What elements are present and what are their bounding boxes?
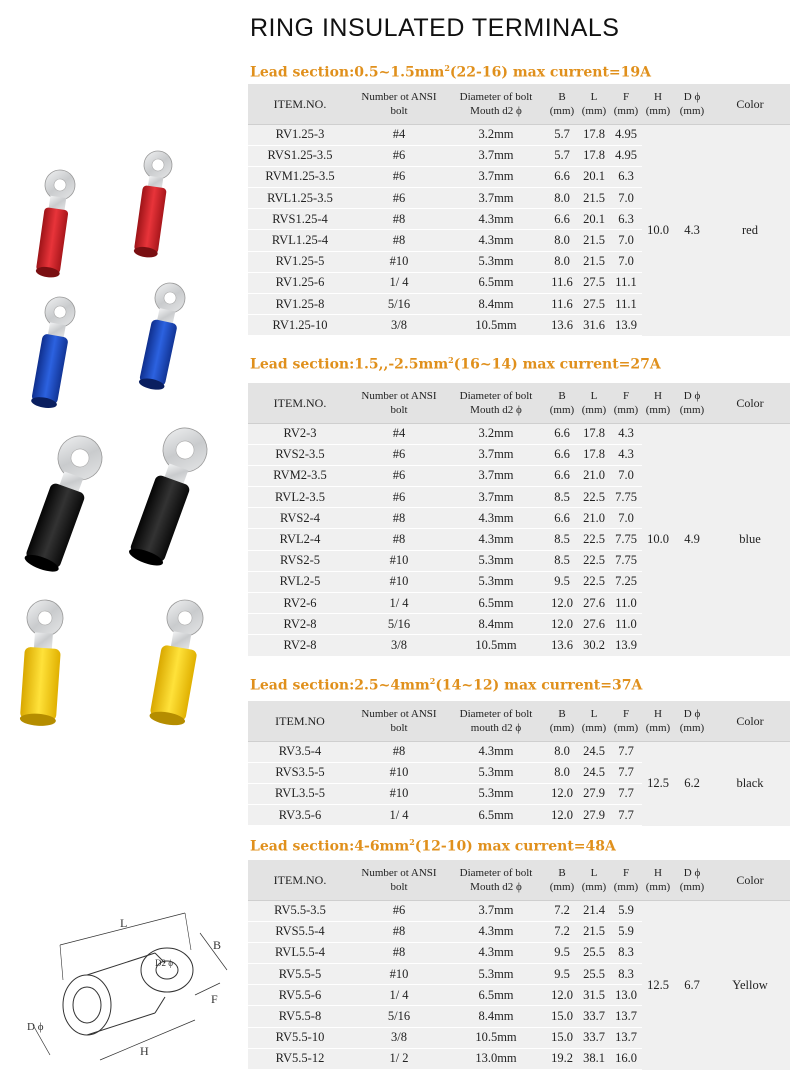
cell-l-value: 31.6 [578,315,610,336]
cell-l-value: 27.9 [578,805,610,826]
cell-l-value: 31.5 [578,985,610,1006]
header-d-phi: D ϕ (mm) [674,701,710,741]
cell-f-value: 4.95 [610,145,642,166]
cell-l-value: 27.5 [578,272,610,293]
cell-f-value: 7.75 [610,529,642,550]
dimension-diagram [5,905,240,1075]
cell-b-value: 15.0 [546,1027,578,1048]
spec-table-4 [248,860,790,1070]
diagram-label-f: F [211,992,218,1006]
cell-ansi-bolt: #10 [352,550,446,571]
cell-f-value: 7.25 [610,571,642,592]
header-f: F (mm) [610,860,642,900]
header-color: Color [710,701,790,741]
cell-item-no: RVS1.25-4 [248,209,352,230]
cell-b-value: 13.6 [546,635,578,656]
cell-ansi-bolt: #10 [352,762,446,783]
cell-bolt-diameter: 3.7mm [446,188,546,209]
cell-bolt-diameter: 5.3mm [446,251,546,272]
cell-item-no: RVL2-5 [248,571,352,592]
cell-bolt-diameter: 4.3mm [446,529,546,550]
header-ansi-bolt: Number ot ANSI bolt [352,84,446,124]
header-bolt-diameter: Diameter of bolt Mouth d2 ϕ [446,383,546,423]
cell-f-value: 8.3 [610,942,642,963]
cell-item-no: RVL1.25-4 [248,230,352,251]
cell-bolt-diameter: 4.3mm [446,741,546,762]
cell-item-no: RVL2-4 [248,529,352,550]
section-heading-4: Lead $section:4-6mm^2(12-10)$ max current=48A [250,837,616,855]
cell-l-value: 27.6 [578,614,610,635]
cell-ansi-bolt: 1/ 4 [352,593,446,614]
cell-l-value: 33.7 [578,1027,610,1048]
cell-bolt-diameter: 4.3mm [446,508,546,529]
section-heading-2: Lead $section:1.5,,-2.5mm^2(16\sim 14)$ max current=27A [250,355,661,373]
cell-b-value: 9.5 [546,942,578,963]
header-h: H (mm) [642,860,674,900]
spec-table-2 [248,383,790,657]
cell-item-no: RV2-8 [248,635,352,656]
cell-b-value: 8.5 [546,550,578,571]
cell-item-no: RV5.5-10 [248,1027,352,1048]
cell-ansi-bolt: 3/8 [352,315,446,336]
cell-f-value: 8.3 [610,964,642,985]
cell-ansi-bolt: #8 [352,921,446,942]
cell-item-no: RVS3.5-5 [248,762,352,783]
cell-item-no: RVL5.5-4 [248,942,352,963]
cell-b-value: 6.6 [546,423,578,444]
cell-l-value: 27.9 [578,783,610,804]
cell-f-value: 13.7 [610,1006,642,1027]
cell-ansi-bolt: #6 [352,900,446,921]
cell-item-no: RV5.5-6 [248,985,352,1006]
cell-ansi-bolt: 5/16 [352,1006,446,1027]
header-ansi-bolt: Number ot ANSI bolt [352,383,446,423]
cell-bolt-diameter: 6.5mm [446,805,546,826]
cell-b-value: 8.0 [546,762,578,783]
cell-b-value: 12.0 [546,985,578,1006]
cell-d-phi-value: 6.2 [674,741,710,826]
cell-item-no: RV1.25-6 [248,272,352,293]
cell-ansi-bolt: #6 [352,188,446,209]
cell-item-no: RV1.25-8 [248,294,352,315]
yellow-terminal-photo [20,597,206,727]
cell-b-value: 5.7 [546,145,578,166]
cell-ansi-bolt: 3/8 [352,1027,446,1048]
cell-b-value: 7.2 [546,900,578,921]
diagram-label-b: B [213,938,222,952]
cell-bolt-diameter: 4.3mm [446,942,546,963]
cell-f-value: 7.75 [610,550,642,571]
cell-b-value: 9.5 [546,571,578,592]
cell-bolt-diameter: 8.4mm [446,614,546,635]
cell-bolt-diameter: 3.2mm [446,124,546,145]
cell-d-phi-value: 4.9 [674,423,710,656]
spec-table-1 [248,84,790,336]
cell-d-phi-value: 4.3 [674,124,710,336]
cell-b-value: 8.0 [546,741,578,762]
cell-ansi-bolt: 5/16 [352,294,446,315]
cell-bolt-diameter: 3.7mm [446,166,546,187]
header-item-no: ITEM.NO. [248,84,352,124]
cell-f-value: 7.0 [610,230,642,251]
cell-item-no: RV5.5-8 [248,1006,352,1027]
cell-b-value: 7.2 [546,921,578,942]
cell-bolt-diameter: 3.2mm [446,423,546,444]
table-row [248,124,790,145]
header-color: Color [710,860,790,900]
page-title: RING INSULATED TERMINALS [250,14,620,42]
cell-f-value: 7.7 [610,805,642,826]
cell-l-value: 17.8 [578,423,610,444]
cell-f-value: 7.75 [610,487,642,508]
header-item-no: ITEM.NO. [248,383,352,423]
cell-item-no: RVL1.25-3.5 [248,188,352,209]
cell-l-value: 21.5 [578,188,610,209]
cell-item-no: RVM1.25-3.5 [248,166,352,187]
cell-bolt-diameter: 8.4mm [446,1006,546,1027]
cell-h-value: 10.0 [642,124,674,336]
cell-ansi-bolt: #6 [352,145,446,166]
cell-bolt-diameter: 8.4mm [446,294,546,315]
cell-bolt-diameter: 10.5mm [446,1027,546,1048]
diagram-label-l: L [120,916,128,930]
cell-ansi-bolt: #4 [352,124,446,145]
table-row [248,900,790,921]
cell-b-value: 12.0 [546,783,578,804]
cell-f-value: 11.0 [610,593,642,614]
cell-f-value: 5.9 [610,900,642,921]
cell-l-value: 20.1 [578,166,610,187]
cell-item-no: RVS2-5 [248,550,352,571]
cell-b-value: 6.6 [546,166,578,187]
cell-ansi-bolt: #10 [352,571,446,592]
cell-ansi-bolt: 1/ 2 [352,1048,446,1069]
cell-bolt-diameter: 3.7mm [446,465,546,486]
cell-l-value: 22.5 [578,529,610,550]
cell-f-value: 16.0 [610,1048,642,1069]
cell-h-value: 12.5 [642,741,674,826]
cell-l-value: 21.0 [578,465,610,486]
header-b: B (mm) [546,701,578,741]
cell-f-value: 13.9 [610,635,642,656]
cell-b-value: 15.0 [546,1006,578,1027]
cell-f-value: 11.1 [610,272,642,293]
cell-l-value: 21.5 [578,251,610,272]
cell-bolt-diameter: 5.3mm [446,550,546,571]
cell-l-value: 21.5 [578,230,610,251]
header-b: B (mm) [546,383,578,423]
cell-item-no: RVS5.5-4 [248,921,352,942]
cell-d-phi-value: 6.7 [674,900,710,1070]
cell-l-value: 27.6 [578,593,610,614]
cell-l-value: 22.5 [578,550,610,571]
cell-h-value: 12.5 [642,900,674,1070]
header-item-no: ITEM.NO. [248,860,352,900]
cell-bolt-diameter: 3.7mm [446,145,546,166]
header-d-phi: D ϕ (mm) [674,860,710,900]
header-d-phi: D ϕ (mm) [674,84,710,124]
cell-item-no: RVM2-3.5 [248,465,352,486]
header-ansi-bolt: Number ot ANSI bolt [352,860,446,900]
cell-l-value: 21.0 [578,508,610,529]
cell-item-no: RV1.25-3 [248,124,352,145]
header-h: H (mm) [642,701,674,741]
cell-ansi-bolt: #8 [352,741,446,762]
diagram-label-h: H [140,1044,149,1058]
header-l: L (mm) [578,701,610,741]
cell-l-value: 24.5 [578,762,610,783]
cell-bolt-diameter: 5.3mm [446,762,546,783]
cell-bolt-diameter: 3.7mm [446,900,546,921]
cell-ansi-bolt: 1/ 4 [352,272,446,293]
cell-item-no: RV5.5-3.5 [248,900,352,921]
cell-item-no: RVS1.25-3.5 [248,145,352,166]
header-f: F (mm) [610,84,642,124]
header-l: L (mm) [578,84,610,124]
cell-f-value: 7.7 [610,741,642,762]
cell-ansi-bolt: #8 [352,209,446,230]
section-heading-1: Lead $section:0.5\sim 1.5mm^2(22-16)$ max current=19A [250,63,652,81]
cell-b-value: 12.0 [546,614,578,635]
cell-ansi-bolt: #6 [352,166,446,187]
header-l: L (mm) [578,860,610,900]
header-f: F (mm) [610,701,642,741]
cell-l-value: 25.5 [578,942,610,963]
cell-f-value: 11.1 [610,294,642,315]
cell-b-value: 19.2 [546,1048,578,1069]
cell-ansi-bolt: #4 [352,423,446,444]
cell-b-value: 8.0 [546,188,578,209]
cell-f-value: 7.0 [610,465,642,486]
diagram-label-d-phi: D ϕ [27,1021,44,1033]
cell-l-value: 17.8 [578,124,610,145]
table-row [248,423,790,444]
cell-bolt-diameter: 10.5mm [446,635,546,656]
cell-ansi-bolt: #6 [352,487,446,508]
header-ansi-bolt: Number ot ANSI bolt [352,701,446,741]
cell-f-value: 4.95 [610,124,642,145]
header-b: B (mm) [546,860,578,900]
table-row [248,741,790,762]
cell-f-value: 7.0 [610,508,642,529]
cell-bolt-diameter: 6.5mm [446,593,546,614]
cell-b-value: 11.6 [546,294,578,315]
cell-l-value: 17.8 [578,444,610,465]
header-item-no: ITEM.NO [248,701,352,741]
cell-b-value: 8.0 [546,230,578,251]
cell-bolt-diameter: 5.3mm [446,571,546,592]
cell-ansi-bolt: #8 [352,942,446,963]
cell-b-value: 13.6 [546,315,578,336]
cell-l-value: 24.5 [578,741,610,762]
cell-l-value: 33.7 [578,1006,610,1027]
cell-color: Yellow [710,900,790,1070]
cell-f-value: 7.0 [610,188,642,209]
header-l: L (mm) [578,383,610,423]
cell-f-value: 13.9 [610,315,642,336]
cell-item-no: RVL3.5-5 [248,783,352,804]
cell-ansi-bolt: #8 [352,508,446,529]
cell-l-value: 20.1 [578,209,610,230]
cell-item-no: RVS2-4 [248,508,352,529]
blue-terminal-photo [28,280,187,410]
cell-bolt-diameter: 4.3mm [446,209,546,230]
cell-b-value: 8.0 [546,251,578,272]
cell-ansi-bolt: 5/16 [352,614,446,635]
header-d-phi: D ϕ (mm) [674,383,710,423]
cell-b-value: 12.0 [546,805,578,826]
cell-l-value: 25.5 [578,964,610,985]
cell-f-value: 13.0 [610,985,642,1006]
cell-bolt-diameter: 13.0mm [446,1048,546,1069]
cell-l-value: 38.1 [578,1048,610,1069]
header-bolt-diameter: Diameter of bolt Mouth d2 ϕ [446,84,546,124]
cell-bolt-diameter: 3.7mm [446,487,546,508]
cell-bolt-diameter: 10.5mm [446,315,546,336]
cell-b-value: 8.5 [546,487,578,508]
cell-bolt-diameter: 6.5mm [446,272,546,293]
cell-b-value: 6.6 [546,209,578,230]
section-heading-3: Lead $section:2.5\sim 4mm^2(14\sim 12)$ max current=37A [250,676,643,694]
cell-b-value: 9.5 [546,964,578,985]
cell-b-value: 6.6 [546,508,578,529]
header-bolt-diameter: Diameter of bolt mouth d2 ϕ [446,701,546,741]
cell-f-value: 5.9 [610,921,642,942]
cell-l-value: 22.5 [578,487,610,508]
red-terminal-photo [32,149,174,279]
cell-b-value: 6.6 [546,444,578,465]
header-color: Color [710,383,790,423]
cell-h-value: 10.0 [642,423,674,656]
header-h: H (mm) [642,84,674,124]
cell-l-value: 17.8 [578,145,610,166]
cell-bolt-diameter: 4.3mm [446,921,546,942]
cell-ansi-bolt: #10 [352,964,446,985]
cell-f-value: 7.0 [610,251,642,272]
cell-f-value: 4.3 [610,423,642,444]
cell-bolt-diameter: 4.3mm [446,230,546,251]
header-bolt-diameter: Diameter of bolt Mouth d2 ϕ [446,860,546,900]
cell-item-no: RV3.5-4 [248,741,352,762]
cell-l-value: 21.5 [578,921,610,942]
terminal-photos [0,140,240,750]
cell-b-value: 5.7 [546,124,578,145]
cell-ansi-bolt: #8 [352,529,446,550]
cell-l-value: 30.2 [578,635,610,656]
cell-color: blue [710,423,790,656]
cell-item-no: RV2-8 [248,614,352,635]
header-b: B (mm) [546,84,578,124]
spec-table-3 [248,701,790,826]
cell-ansi-bolt: #10 [352,783,446,804]
cell-b-value: 12.0 [546,593,578,614]
cell-ansi-bolt: 3/8 [352,635,446,656]
cell-ansi-bolt: 1/ 4 [352,985,446,1006]
cell-color: black [710,741,790,826]
cell-f-value: 6.3 [610,209,642,230]
cell-ansi-bolt: #6 [352,444,446,465]
diagram-label-d2-phi: D2 ϕ [155,958,173,968]
cell-f-value: 6.3 [610,166,642,187]
cell-bolt-diameter: 5.3mm [446,964,546,985]
cell-l-value: 27.5 [578,294,610,315]
cell-color: red [710,124,790,336]
cell-ansi-bolt: #10 [352,251,446,272]
header-h: H (mm) [642,383,674,423]
cell-b-value: 6.6 [546,465,578,486]
cell-ansi-bolt: 1/ 4 [352,805,446,826]
cell-item-no: RV1.25-10 [248,315,352,336]
cell-b-value: 8.5 [546,529,578,550]
cell-f-value: 4.3 [610,444,642,465]
cell-f-value: 11.0 [610,614,642,635]
cell-f-value: 7.7 [610,762,642,783]
cell-item-no: RVL2-3.5 [248,487,352,508]
cell-bolt-diameter: 6.5mm [446,985,546,1006]
black-terminal-photo [19,422,213,577]
header-f: F (mm) [610,383,642,423]
header-color: Color [710,84,790,124]
cell-item-no: RV5.5-5 [248,964,352,985]
cell-ansi-bolt: #8 [352,230,446,251]
cell-item-no: RV5.5-12 [248,1048,352,1069]
cell-b-value: 11.6 [546,272,578,293]
cell-item-no: RV2-3 [248,423,352,444]
cell-item-no: RV1.25-5 [248,251,352,272]
cell-bolt-diameter: 5.3mm [446,783,546,804]
cell-ansi-bolt: #6 [352,465,446,486]
cell-f-value: 7.7 [610,783,642,804]
cell-f-value: 13.7 [610,1027,642,1048]
cell-item-no: RV3.5-6 [248,805,352,826]
cell-l-value: 21.4 [578,900,610,921]
cell-bolt-diameter: 3.7mm [446,444,546,465]
cell-l-value: 22.5 [578,571,610,592]
cell-item-no: RV2-6 [248,593,352,614]
cell-item-no: RVS2-3.5 [248,444,352,465]
